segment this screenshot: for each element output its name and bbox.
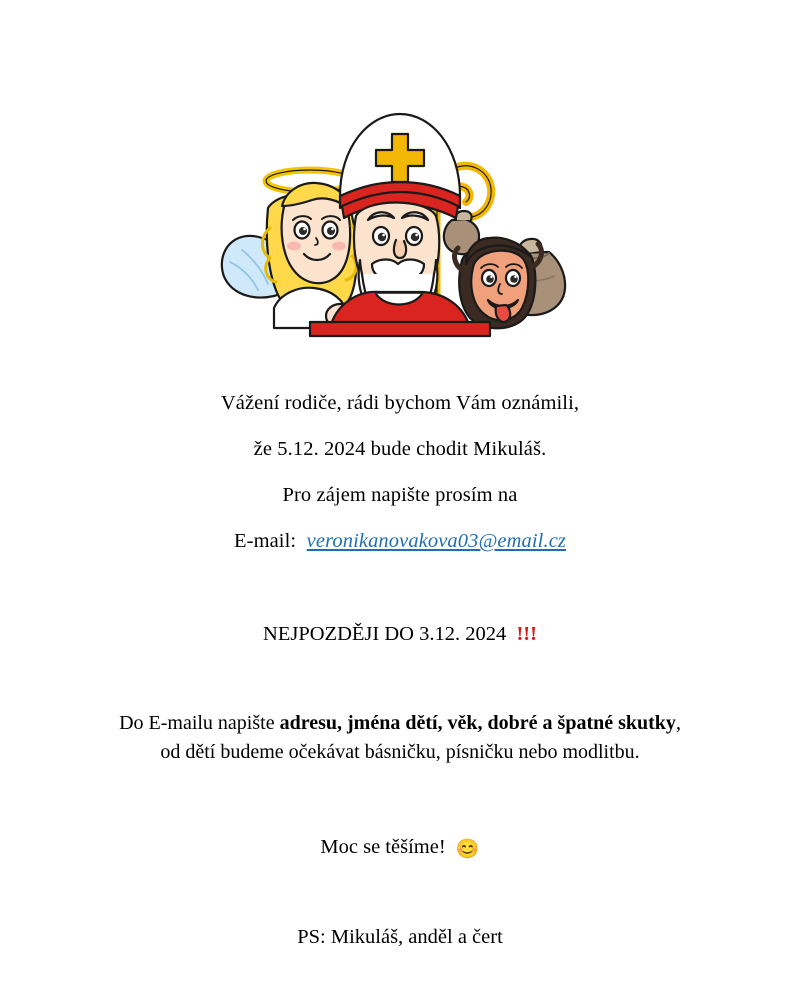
details-line-1	[50, 709, 750, 738]
spacer	[50, 887, 750, 899]
smiling-face-emoji: 😊	[455, 838, 480, 860]
details-prefix: Do E-mailu napište	[119, 712, 280, 734]
spacer	[50, 512, 750, 524]
email-link[interactable]: veronikanovakova03@email.cz	[306, 530, 566, 552]
deadline-line	[50, 617, 750, 651]
spacer	[50, 797, 750, 809]
details-suffix: ,	[675, 712, 681, 734]
instruction-line: Pro zájem napište prosím na	[282, 484, 518, 506]
email-line	[50, 524, 750, 558]
illustration-svg	[190, 78, 610, 338]
closing-text: Moc se těšíme!	[320, 835, 446, 858]
mikulas-illustration	[190, 78, 610, 338]
spacer	[50, 558, 750, 596]
red-ledge	[310, 322, 490, 336]
letter-body	[50, 386, 750, 974]
spacer	[50, 767, 750, 797]
spacer	[50, 466, 750, 478]
greeting-line: Vážení rodiče, rádi bychom Vám oznámili,	[220, 392, 580, 414]
angel-character	[222, 170, 360, 328]
deadline-text: NEJPOZDĚJI DO 3.12. 2024	[263, 622, 507, 645]
spacer	[50, 420, 750, 432]
deadline-exclamations: !!!	[516, 622, 537, 645]
spacer	[50, 671, 750, 709]
email-label: E-mail:	[234, 530, 297, 552]
details-line-2: od dětí budeme očekávat básničku, písničku nebo modlitbu.	[160, 741, 640, 763]
closing-line	[50, 830, 750, 867]
announcement-line: že 5.12. 2024 bude chodit Mikuláš.	[253, 438, 547, 460]
signature-line: PS: Mikuláš, anděl a čert	[297, 925, 503, 948]
details-bold: adresu, jména dětí, věk, dobré a špatné skutky	[279, 712, 676, 734]
